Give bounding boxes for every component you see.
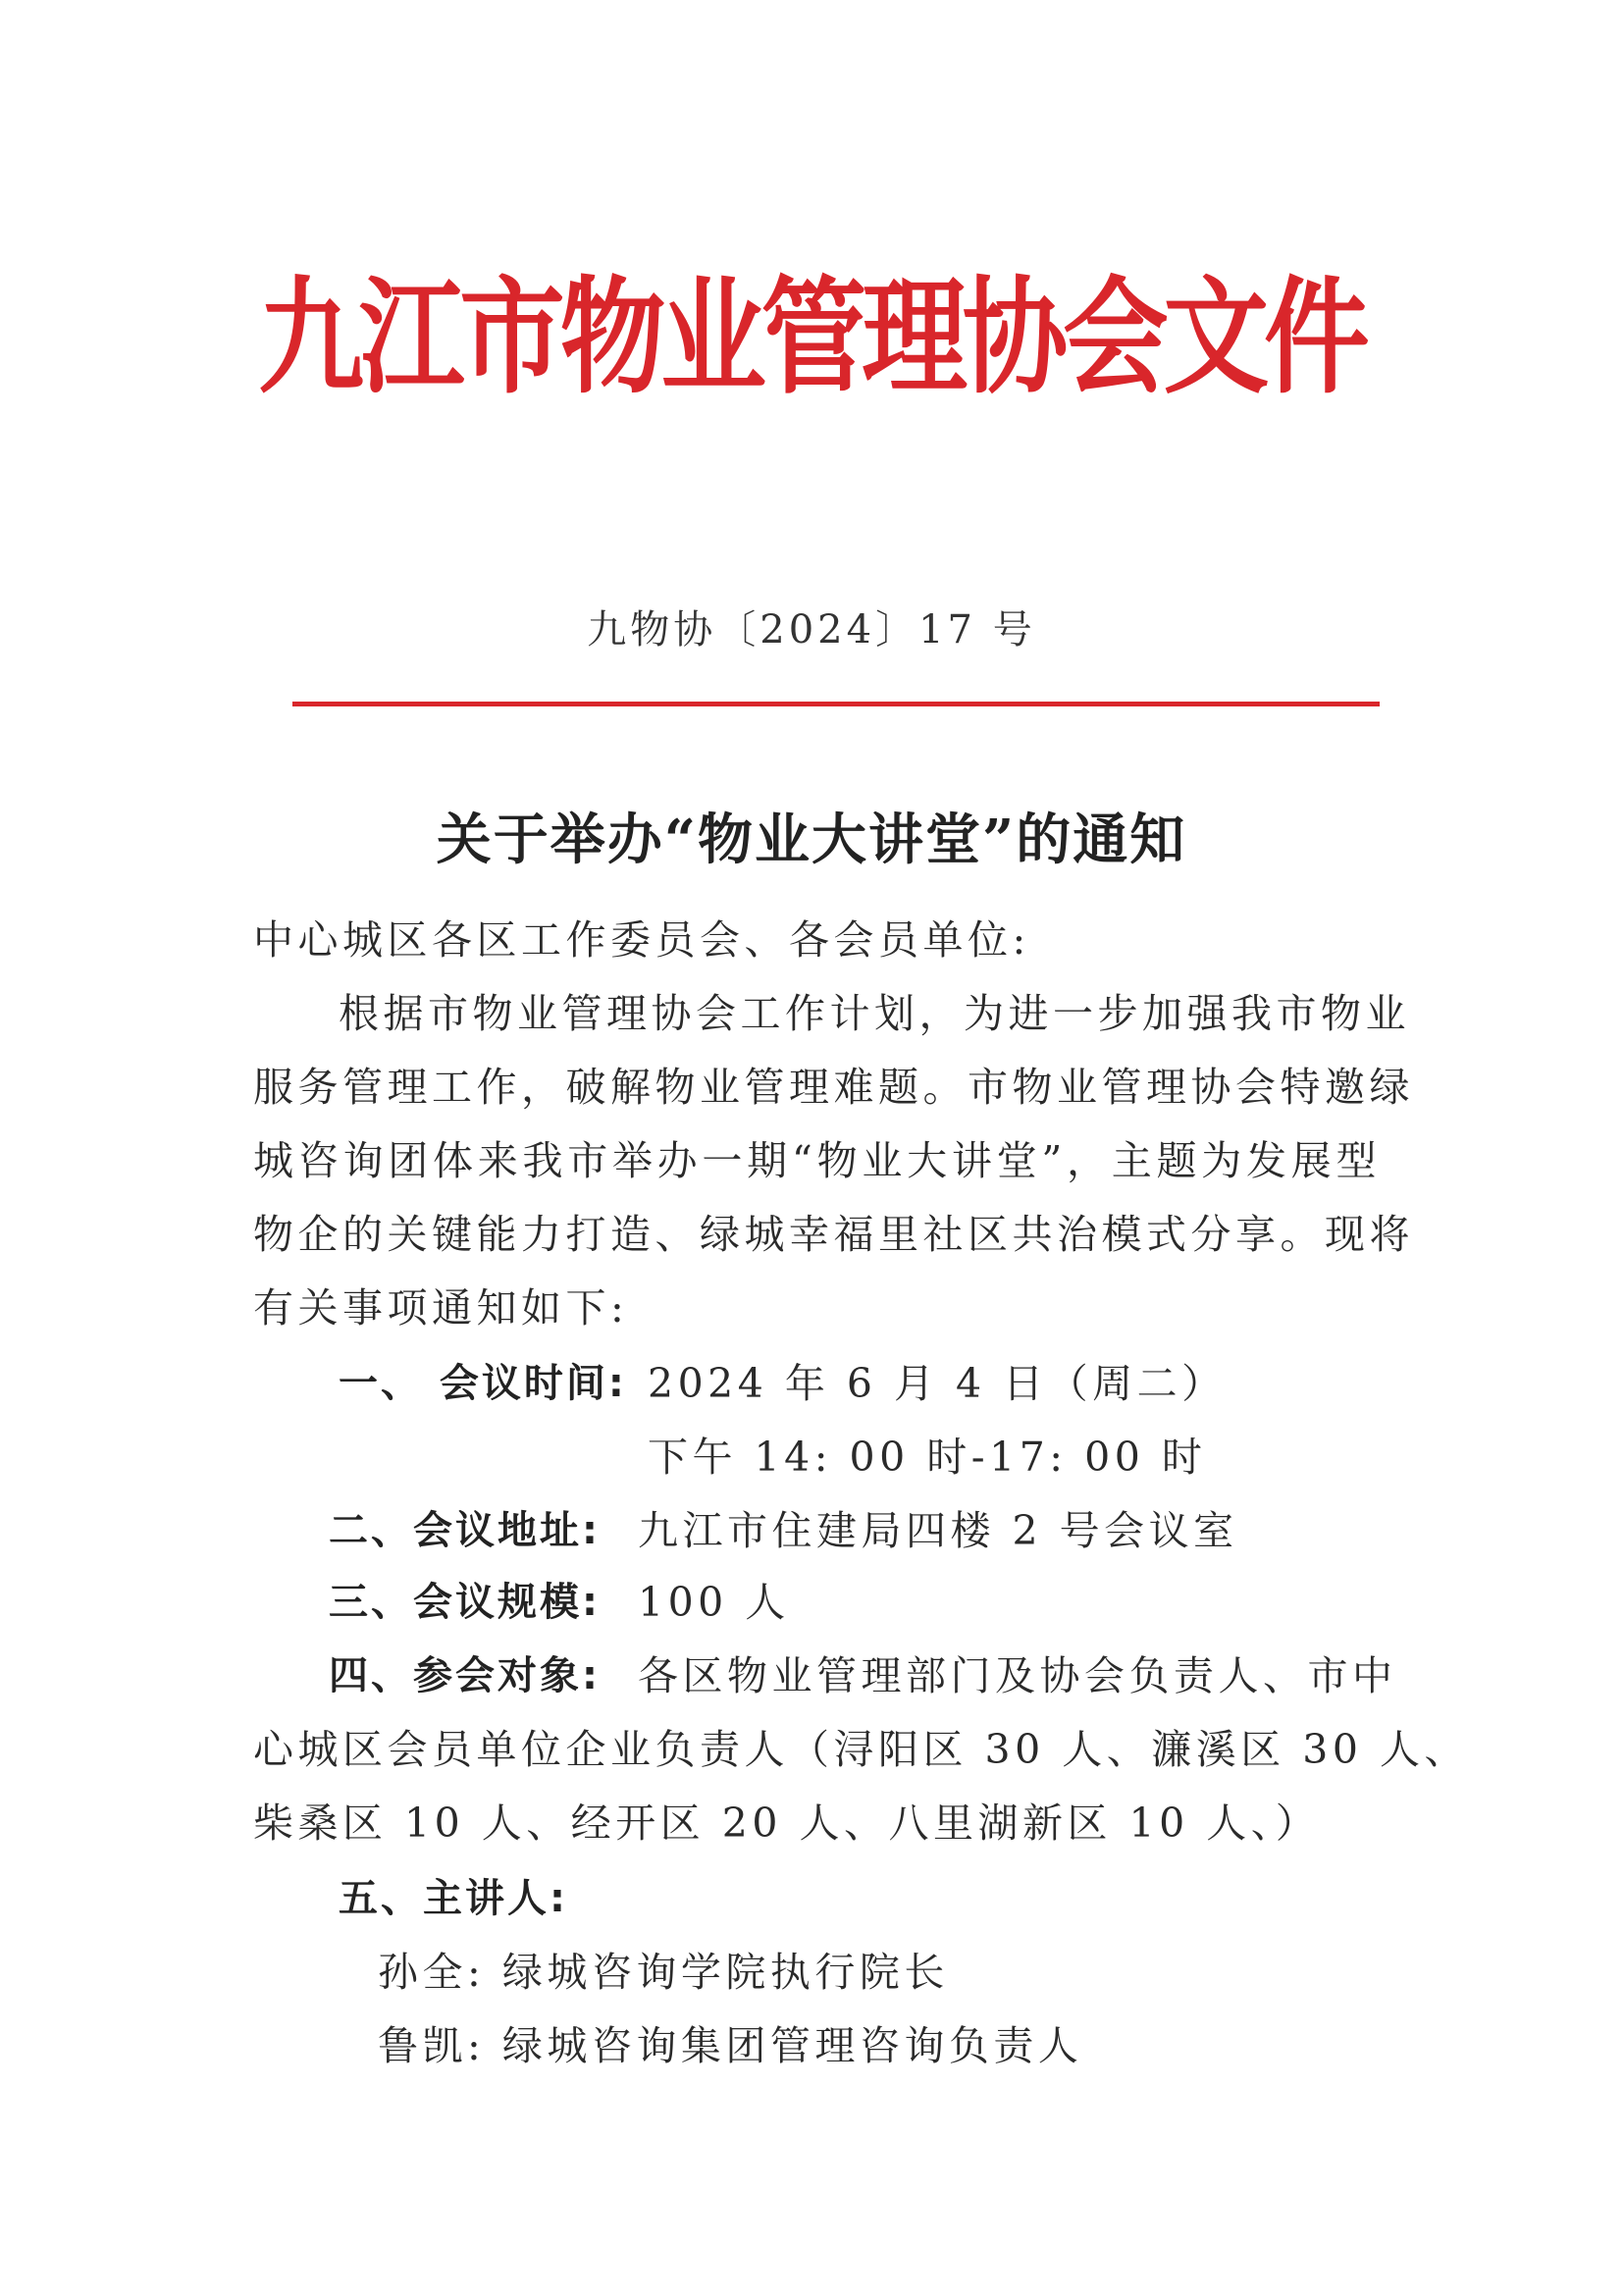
header-red-rule (292, 702, 1380, 706)
meeting-scale-label: 三、会议规模: (329, 1580, 601, 1625)
document-number: 九物协〔2024〕17 号 (587, 607, 1036, 652)
intro-line-4: 物企的关键能力打造、绿城幸福里社区共治模式分享。现将 (253, 1211, 1414, 1258)
notice-title: 关于举办“物业大讲堂”的通知 (436, 808, 1187, 872)
intro-line-5: 有关事项通知如下: (253, 1284, 629, 1331)
document-header-title: 九江市物业管理协会文件 (258, 265, 1365, 411)
speaker-item: 孙全: 绿城咨询学院执行院长 (378, 1949, 949, 1996)
speaker-item: 鲁凯: 绿城咨询集团管理咨询负责人 (378, 2022, 1083, 2069)
attendees-line-3: 柴桑区 10 人、经开区 20 人、八里湖新区 10 人、） (253, 1800, 1321, 1847)
meeting-time-label: 一、 会议时间: (339, 1361, 627, 1406)
attendees-line-2: 心城区会员单位企业负责人（浔阳区 30 人、濂溪区 30 人、 (253, 1726, 1469, 1773)
salutation: 中心城区各区工作委员会、各会员单位: (253, 916, 1030, 964)
meeting-scale-value: 100 人 (638, 1579, 790, 1626)
intro-line-2: 服务管理工作，破解物业管理难题。市物业管理协会特邀绿 (253, 1064, 1414, 1111)
intro-line-1: 根据市物业管理协会工作计划，为进一步加强我市物业 (339, 990, 1410, 1037)
meeting-time-value: 2024 年 6 月 4 日（周二） (648, 1360, 1227, 1407)
meeting-time-range: 下午 14: 00 时-17: 00 时 (648, 1434, 1207, 1481)
attendees-value: 各区物业管理部门及协会负责人、市中 (638, 1652, 1397, 1699)
speakers-label: 五、主讲人: (339, 1876, 568, 1921)
intro-line-3: 城咨询团体来我市举办一期“物业大讲堂”，主题为发展型 (253, 1137, 1381, 1184)
attendees-label: 四、参会对象: (329, 1653, 601, 1698)
meeting-address-value: 九江市住建局四楼 2 号会议室 (638, 1507, 1238, 1554)
meeting-address-label: 二、会议地址: (329, 1508, 601, 1553)
